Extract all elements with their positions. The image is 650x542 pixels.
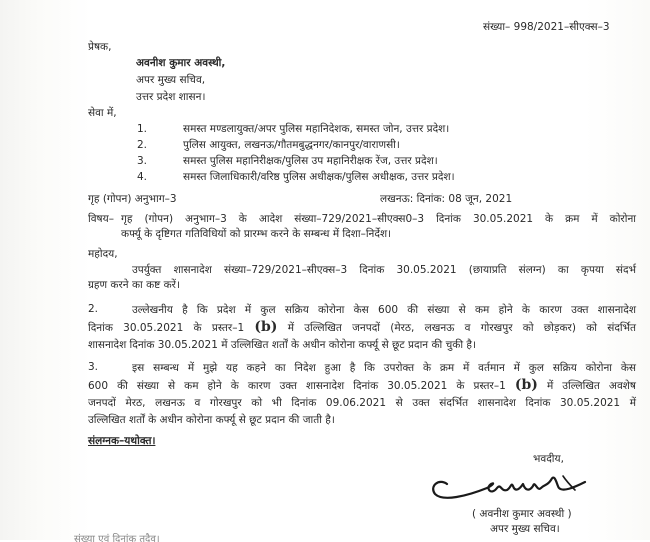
letter-number: संख्या– 998/2021–सीएक्स–3 [483,21,610,33]
signature-icon [425,466,600,504]
paragraph-fragment: दिनांक 30.05.2021 के प्रस्तर–1 [88,322,245,334]
clause-b-label: (b) [514,377,538,393]
subject-line: कर्फ्यू के दृष्टिगत गतिविधियों को प्रारम्भ करने के सम्बन्ध में दिशा–निर्देश। [121,228,392,240]
clause-b-label: (b) [254,319,278,335]
paragraph-line: इस सम्बन्ध में मुझे यह कहने का निदेश हुआ है कि उपरोक्त के क्रम में वर्तमान में कुल सक्रिय कोरोना केस [132,362,636,374]
truncated-footer-line: संख्या एवं दिनांक तदैव। [74,534,160,542]
closing-regards: भवदीय, [533,453,564,465]
enclosure-note: संलग्नक–यथोक्त। [88,435,156,447]
recipient-text: समस्त पुलिस महानिरीक्षक/पुलिस उप महानिरीक्षक रेंज, उत्तर प्रदेश। [183,155,438,167]
paragraph-line [88,377,636,395]
recipient-number: 1. [137,123,148,135]
paragraph-line: उल्लिखित शर्तों के अधीन कोरोना कर्फ्यू से छूट प्रदान की जाती है। [88,414,335,426]
paragraph-line: जनपदों मेरठ, लखनऊ व गोरखपुर को भी दिनांक 09.06.2021 से उक्त संदर्भित शासनादेश दिनांक 30.05.2021 में [88,397,636,409]
paragraph-1 [88,263,636,293]
signatory-designation: अपर मुख्य सचिव। [490,523,560,535]
paragraph-fragment: 600 की संख्या से कम होने के कारण उक्त शासनादेश दिनांक 30.05.2021 के प्रस्तर–1 [88,380,506,392]
signatory-name: ( अवनीश कुमार अवस्थी ) [472,508,572,520]
place-date: लखनऊ: दिनांक: 08 जून, 2021 [380,193,513,205]
recipient-text: समस्त मण्डलायुक्त/अपर पुलिस महानिदेशक, समस्त जोन, उत्तर प्रदेश। [183,123,450,135]
paragraph-line: उपर्युक्त शासनादेश संख्या–729/2021–सीएक्स–3 दिनांक 30.05.2021 (छायाप्रति संलग्न) का कृपया संदर्भ [132,264,636,276]
recipient-text: समस्त जिलाधिकारी/वरिष्ठ पुलिस अधीक्षक/पुलिस अधीक्षक, उत्तर प्रदेश। [183,171,455,183]
paragraph-fragment: में उल्लिखित अवशेष [546,380,637,392]
subject-label: विषय– [88,213,114,225]
paragraph-2 [88,302,636,354]
recipients-label: सेवा में, [88,107,117,119]
salutation: महोदय, [88,248,118,260]
paragraph-line: उल्लेखनीय है कि प्रदेश में कुल सक्रिय कोरोना केस 600 की संख्या से कम होने के कारण उक्त शासनादेश [132,304,636,316]
paragraph-fragment: में उल्लिखित जनपदों (मेरठ, लखनऊ व गोरखपुर को छोड़कर) को संदर्भित [287,322,636,334]
sender-office: उत्तर प्रदेश शासन। [136,91,206,103]
paragraph-line: शासनादेश दिनांक 30.05.2021 में उल्लिखित शर्तों के अधीन कोरोना कर्फ्यू से छूट प्रदान की चुकी है। [88,339,476,351]
recipient-text: पुलिस आयुक्त, लखनऊ/गौतमबुद्धनगर/कानपुर/वाराणसी। [183,139,400,151]
recipient-number: 3. [137,155,148,167]
paragraph-number: 2. [88,303,99,315]
recipient-number: 2. [137,139,148,151]
paragraph-3 [88,360,636,429]
subject-text [121,212,636,242]
signature-image [425,466,600,504]
paragraph-line [88,319,636,337]
subject-line: गृह (गोपन) अनुभाग–3 के आदेश संख्या–729/2021–सीएक्स0–3 दिनांक 30.05.2021 के क्रम में कोरोना [121,213,636,225]
sender-name: अवनीश कुमार अवस्थी, [136,57,226,69]
paragraph-number: 3. [88,361,99,373]
paragraph-line: ग्रहण करने का कष्ट करें। [88,279,180,291]
sender-designation: अपर मुख्य सचिव, [136,74,206,86]
department-line: गृह (गोपन) अनुभाग–3 [88,193,177,205]
recipient-number: 4. [137,171,148,183]
sender-label: प्रेषक, [88,41,112,53]
